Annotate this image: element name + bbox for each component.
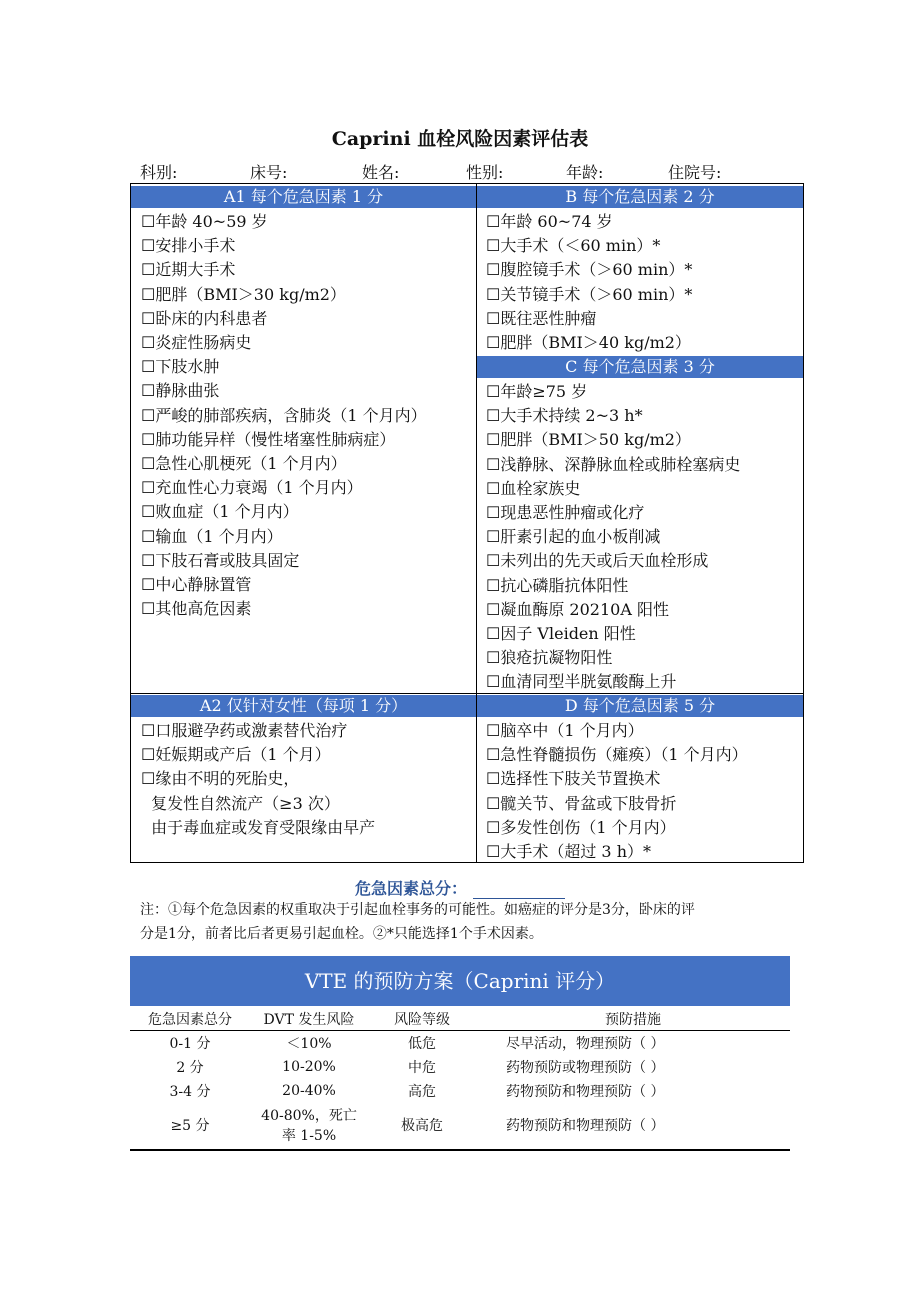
total-score-input[interactable]	[473, 880, 565, 899]
page-title: Caprini 血栓风险因素评估表	[331, 128, 589, 150]
checklist-item[interactable]: ☐凝血酶原 20210A 阳性	[486, 599, 669, 619]
checklist-item[interactable]: ☐卧床的内科患者	[141, 308, 268, 328]
cell: 3-4 分	[169, 1084, 211, 1100]
cell: 2 分	[176, 1060, 204, 1076]
bed-field[interactable]: 床号:	[250, 163, 288, 182]
cell-line: 率 1-5%	[281, 1128, 337, 1144]
cell-line: 40-80%，死亡	[261, 1108, 357, 1124]
section-c-header: C 每个危急因素 3 分	[477, 356, 803, 378]
checklist-item[interactable]: ☐年龄≥75 岁	[486, 382, 588, 401]
cell[interactable]: 药物预防或物理预防（ ）	[506, 1060, 665, 1076]
total-score-row	[0, 876, 920, 899]
checklist-item[interactable]: ☐肺功能异样（慢性堵塞性肺病症）	[141, 429, 396, 449]
checklist-item[interactable]: ☐炎症性肠病史	[141, 333, 252, 352]
section-divider	[131, 693, 803, 694]
checklist-item[interactable]: ☐充血性心力衰竭（1 个月内）	[141, 478, 363, 498]
vte-title: VTE 的预防方案（Caprini 评分）	[130, 956, 790, 1006]
checklist-item[interactable]: ☐血栓家族史	[486, 478, 581, 498]
checklist-item[interactable]: ☐败血症（1 个月内）	[141, 502, 299, 522]
checklist-item[interactable]: ☐既往恶性肿瘤	[486, 308, 597, 328]
note-line: 注：①每个危急因素的权重取决于引起血栓事务的可能性。如癌症的评分是3分，卧床的评	[140, 902, 695, 918]
checklist-item[interactable]: ☐浅静脉、深静脉血栓或肺栓塞病史	[486, 454, 741, 474]
name-field[interactable]: 姓名:	[362, 163, 400, 182]
checklist-item[interactable]: ☐肥胖（BMI＞50 kg/m2）	[486, 430, 691, 450]
checklist-item[interactable]: 复发性自然流产（≥3 次）	[141, 793, 340, 813]
section-a1-header: A1 每个危急因素 1 分	[131, 186, 476, 208]
checklist-item[interactable]: ☐大手术（超过 3 h）*	[486, 842, 652, 861]
cell: 高危	[408, 1084, 436, 1100]
risk-factor-form	[130, 183, 804, 863]
cell[interactable]: 尽早活动，物理预防（ ）	[506, 1036, 665, 1052]
checklist-item[interactable]: ☐因子 Vleiden 阳性	[486, 624, 636, 643]
checklist-item[interactable]: ☐急性脊髓损伤（瘫痪）（1 个月内）	[486, 745, 748, 765]
checklist-item[interactable]: ☐髋关节、骨盆或下肢骨折	[486, 793, 677, 813]
cell: ＜10%	[286, 1036, 332, 1052]
cell[interactable]: 药物预防和物理预防（ ）	[476, 1103, 790, 1150]
note	[140, 898, 800, 946]
checklist-item[interactable]: ☐缘由不明的死胎史，	[141, 769, 300, 789]
checklist-item[interactable]: ☐妊娠期或产后（1 个月）	[141, 745, 331, 765]
checklist-item[interactable]: ☐现患恶性肿瘤或化疗	[486, 503, 645, 522]
checklist-item[interactable]: ☐选择性下肢关节置换术	[486, 769, 661, 789]
checklist-item[interactable]: ☐急性心肌梗死（1 个月内）	[141, 454, 347, 473]
cell: ≥5 分	[130, 1103, 250, 1150]
checklist-item[interactable]: ☐关节镜手术（＞60 min）*	[486, 284, 693, 304]
checklist-item[interactable]: ☐腹腔镜手术（＞60 min）*	[486, 260, 693, 280]
gender-field[interactable]: 性别:	[466, 163, 504, 182]
table-row	[130, 1055, 790, 1079]
checklist-item[interactable]: ☐未列出的先天或后天血栓形成	[486, 551, 709, 571]
checklist-item[interactable]: ☐脑卒中（1 个月内）	[486, 721, 644, 740]
section-d-header: D 每个危急因素 5 分	[477, 695, 803, 717]
checklist-item[interactable]: 由于毒血症或发育受限缘由早产	[141, 817, 376, 837]
col-header: 危急因素总分	[130, 1008, 250, 1031]
checklist-item[interactable]: ☐年龄 40~59 岁	[141, 212, 268, 231]
admission-no-field[interactable]: 住院号:	[668, 163, 722, 182]
checklist-item[interactable]: ☐输血（1 个月内）	[141, 526, 283, 546]
col-header: 预防措施	[476, 1008, 790, 1031]
checklist-item[interactable]: ☐抗心磷脂抗体阳性	[486, 575, 629, 595]
col-header: 风险等级	[368, 1008, 476, 1031]
cell: 极高危	[368, 1103, 476, 1150]
note-line: 分是1分，前者比后者更易引起血栓。②*只能选择1个手术因素。	[140, 926, 543, 942]
patient-info-row	[140, 160, 800, 182]
cell	[250, 1103, 368, 1150]
section-b-header: B 每个危急因素 2 分	[477, 186, 803, 208]
checklist-item[interactable]: ☐口服避孕药或激素替代治疗	[141, 721, 348, 740]
table-row	[130, 1079, 790, 1103]
checklist-item[interactable]: ☐肝素引起的血小板削减	[486, 527, 661, 547]
total-score-label: 危急因素总分：	[354, 879, 467, 898]
checklist-item[interactable]: ☐多发性创伤（1 个月内）	[486, 817, 676, 837]
checklist-item[interactable]: ☐肥胖（BMI＞30 kg/m2）	[141, 284, 346, 304]
checklist-item[interactable]: ☐狼疮抗凝物阳性	[486, 648, 613, 668]
checklist-item[interactable]: ☐中心静脉置管	[141, 575, 252, 594]
checklist-item[interactable]: ☐肥胖（BMI＞40 kg/m2）	[486, 333, 691, 352]
checklist-item[interactable]: ☐大手术持续 2~3 h*	[486, 406, 643, 426]
table-row	[130, 1031, 790, 1056]
cell[interactable]: 药物预防和物理预防（ ）	[506, 1084, 665, 1100]
checklist-item[interactable]: ☐严峻的肺部疾病，含肺炎（1 个月内）	[141, 405, 427, 425]
checklist-item[interactable]: ☐大手术（＜60 min）*	[486, 236, 661, 256]
cell: 低危	[408, 1036, 436, 1052]
section-a2-header: A2 仅针对女性（每项 1 分）	[131, 695, 476, 717]
dept-field[interactable]: 科别:	[140, 163, 178, 182]
cell: 0-1 分	[169, 1036, 211, 1052]
checklist-item[interactable]: ☐年龄 60~74 岁	[486, 212, 613, 231]
checklist-item[interactable]: ☐静脉曲张	[141, 381, 220, 401]
vte-table	[130, 1008, 790, 1151]
checklist-item[interactable]: ☐近期大手术	[141, 260, 236, 280]
col-header: DVT 发生风险	[250, 1008, 368, 1031]
cell: 10-20%	[282, 1059, 336, 1075]
table-row	[130, 1103, 790, 1150]
age-field[interactable]: 年龄:	[566, 163, 604, 182]
checklist-item[interactable]: ☐安排小手术	[141, 236, 236, 256]
cell: 20-40%	[282, 1083, 336, 1099]
checklist-item[interactable]: ☐下肢石膏或肢具固定	[141, 550, 300, 570]
checklist-item[interactable]: ☐血清同型半胱氨酸酶上升	[486, 672, 677, 692]
checklist-item[interactable]: ☐其他高危因素	[141, 599, 252, 619]
checklist-item[interactable]: ☐下肢水肿	[141, 357, 220, 377]
cell: 中危	[408, 1060, 436, 1076]
column-divider	[476, 184, 477, 862]
